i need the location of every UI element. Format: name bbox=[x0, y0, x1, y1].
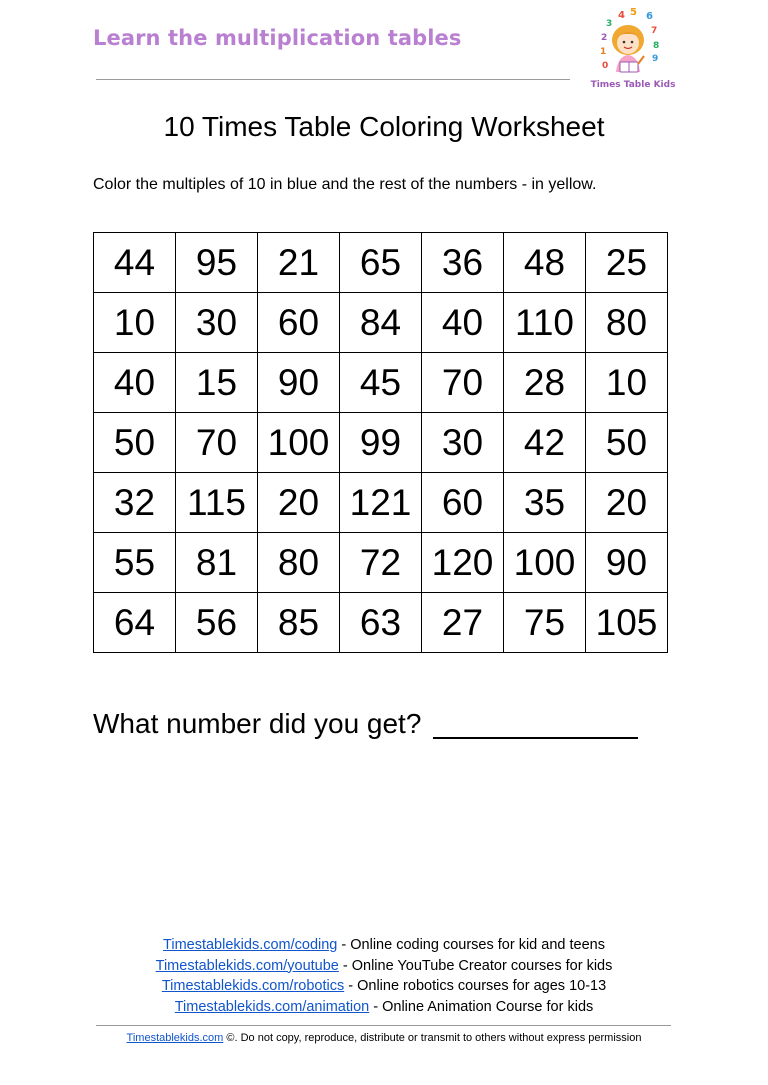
grid-cell[interactable]: 45 bbox=[340, 353, 422, 413]
grid-cell[interactable]: 75 bbox=[504, 593, 586, 653]
link-line bbox=[0, 997, 768, 1018]
number-grid bbox=[93, 232, 668, 653]
grid-cell[interactable]: 120 bbox=[422, 533, 504, 593]
grid-row bbox=[94, 533, 668, 593]
link-line bbox=[0, 976, 768, 997]
grid-cell[interactable]: 28 bbox=[504, 353, 586, 413]
grid-cell[interactable]: 81 bbox=[176, 533, 258, 593]
grid-cell[interactable]: 30 bbox=[422, 413, 504, 473]
grid-cell[interactable]: 64 bbox=[94, 593, 176, 653]
grid-cell[interactable]: 20 bbox=[258, 473, 340, 533]
link-line bbox=[0, 956, 768, 977]
grid-cell[interactable]: 56 bbox=[176, 593, 258, 653]
grid-cell[interactable]: 35 bbox=[504, 473, 586, 533]
link-line bbox=[0, 935, 768, 956]
grid-cell[interactable]: 25 bbox=[586, 233, 668, 293]
instructions-text: Color the multiples of 10 in blue and the rest of the numbers - in yellow. bbox=[93, 176, 597, 193]
link-description: - Online robotics courses for ages 10-13 bbox=[344, 978, 607, 994]
grid-cell[interactable]: 42 bbox=[504, 413, 586, 473]
logo-digit: 2 bbox=[601, 33, 608, 43]
grid-cell[interactable]: 40 bbox=[422, 293, 504, 353]
grid-row bbox=[94, 353, 668, 413]
grid-cell[interactable]: 30 bbox=[176, 293, 258, 353]
link-description: - Online Animation Course for kids bbox=[369, 998, 594, 1015]
logo-digit: 3 bbox=[606, 19, 613, 29]
animation-link[interactable]: Timestablekids.com/animation bbox=[174, 998, 370, 1015]
logo-digit: 1 bbox=[600, 47, 607, 57]
course-links bbox=[0, 935, 768, 1017]
grid-cell[interactable]: 10 bbox=[94, 293, 176, 353]
logo-digit: 7 bbox=[651, 26, 658, 36]
link-description: - Online YouTube Creator courses for kids bbox=[338, 957, 613, 974]
robotics-link[interactable]: Timestablekids.com/robotics bbox=[161, 978, 345, 994]
logo-digit: 8 bbox=[653, 41, 660, 51]
logo-digit: 4 bbox=[618, 10, 625, 21]
grid-row bbox=[94, 413, 668, 473]
header-title: Learn the multiplication tables bbox=[93, 26, 462, 50]
grid-cell[interactable]: 32 bbox=[94, 473, 176, 533]
grid-cell[interactable]: 84 bbox=[340, 293, 422, 353]
grid-cell[interactable]: 100 bbox=[504, 533, 586, 593]
grid-cell[interactable]: 115 bbox=[176, 473, 258, 533]
link-description: - Online coding courses for kid and teens bbox=[337, 937, 605, 953]
grid-cell[interactable]: 100 bbox=[258, 413, 340, 473]
grid-cell[interactable]: 121 bbox=[340, 473, 422, 533]
grid-row bbox=[94, 593, 668, 653]
grid-row bbox=[94, 473, 668, 533]
header-divider bbox=[96, 79, 570, 80]
grid-cell[interactable]: 21 bbox=[258, 233, 340, 293]
grid-cell[interactable]: 10 bbox=[586, 353, 668, 413]
grid-cell[interactable]: 20 bbox=[586, 473, 668, 533]
grid-cell[interactable]: 63 bbox=[340, 593, 422, 653]
grid-cell[interactable]: 40 bbox=[94, 353, 176, 413]
grid-row bbox=[94, 293, 668, 353]
logo-caption: Times Table Kids bbox=[590, 80, 676, 90]
grid-cell[interactable]: 95 bbox=[176, 233, 258, 293]
grid-cell[interactable]: 99 bbox=[340, 413, 422, 473]
grid-cell[interactable]: 85 bbox=[258, 593, 340, 653]
page-title: 10 Times Table Coloring Worksheet bbox=[163, 111, 605, 142]
copyright-notice: ©. Do not copy, reproduce, distribute or transmit to others without express permission bbox=[223, 1032, 642, 1044]
footer-site-link[interactable]: Timestablekids.com bbox=[126, 1032, 224, 1044]
grid-cell[interactable]: 50 bbox=[586, 413, 668, 473]
grid-cell[interactable]: 48 bbox=[504, 233, 586, 293]
grid-cell[interactable]: 90 bbox=[258, 353, 340, 413]
grid-cell[interactable]: 44 bbox=[94, 233, 176, 293]
grid-cell[interactable]: 90 bbox=[586, 533, 668, 593]
logo-digit: 0 bbox=[602, 61, 609, 71]
answer-line bbox=[433, 737, 638, 739]
grid-cell[interactable]: 27 bbox=[422, 593, 504, 653]
logo-digit: 9 bbox=[652, 54, 659, 64]
grid-cell[interactable]: 50 bbox=[94, 413, 176, 473]
grid-cell[interactable]: 65 bbox=[340, 233, 422, 293]
grid-cell[interactable]: 15 bbox=[176, 353, 258, 413]
footer bbox=[0, 1032, 768, 1044]
question-text: What number did you get? bbox=[93, 708, 422, 739]
footer-divider bbox=[96, 1025, 671, 1026]
grid-cell[interactable]: 80 bbox=[258, 533, 340, 593]
youtube-link[interactable]: Timestablekids.com/youtube bbox=[155, 957, 339, 974]
coding-link[interactable]: Timestablekids.com/coding bbox=[163, 937, 338, 953]
grid-row bbox=[94, 233, 668, 293]
grid-cell[interactable]: 60 bbox=[422, 473, 504, 533]
grid-cell[interactable]: 110 bbox=[504, 293, 586, 353]
grid-cell[interactable]: 70 bbox=[176, 413, 258, 473]
grid-cell[interactable]: 72 bbox=[340, 533, 422, 593]
grid-cell[interactable]: 36 bbox=[422, 233, 504, 293]
grid-cell[interactable]: 60 bbox=[258, 293, 340, 353]
grid-cell[interactable]: 80 bbox=[586, 293, 668, 353]
grid-cell[interactable]: 70 bbox=[422, 353, 504, 413]
logo-digit: 6 bbox=[646, 11, 653, 22]
grid-cell[interactable]: 55 bbox=[94, 533, 176, 593]
logo-digit: 5 bbox=[630, 7, 637, 18]
grid-cell[interactable]: 105 bbox=[586, 593, 668, 653]
